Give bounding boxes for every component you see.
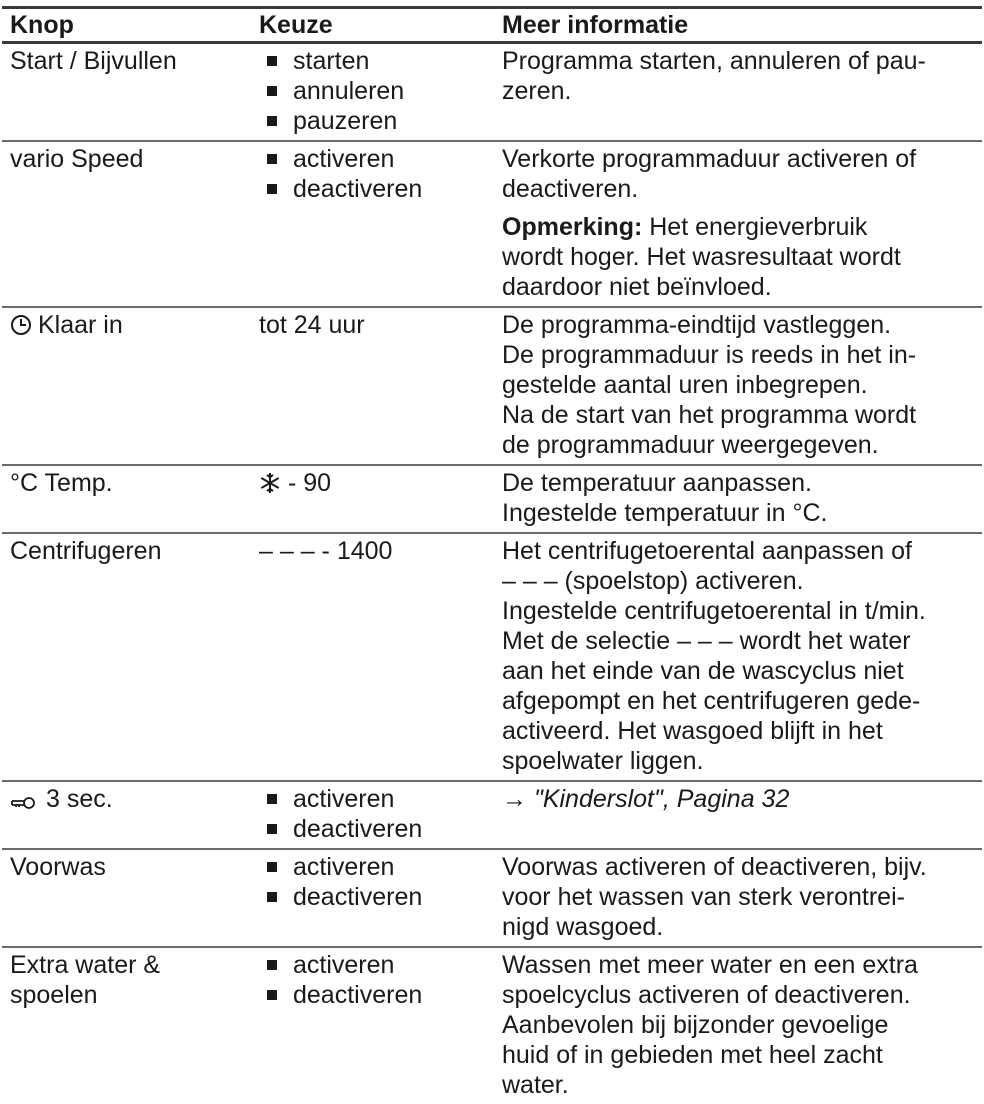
bullet-square-icon: [267, 960, 277, 970]
info-cell: [494, 142, 982, 306]
info-line: water.: [502, 1071, 569, 1099]
note-line: Het energieverbruik: [649, 213, 868, 241]
bullet-square-icon: [267, 862, 277, 872]
knop-cell: °C Temp.: [10, 469, 113, 497]
keuze-option: activeren: [259, 784, 486, 814]
header-info: Meer informatie: [502, 11, 689, 39]
info-cell: [494, 466, 982, 532]
bullet-square-icon: [267, 116, 277, 126]
header-knop: Knop: [10, 11, 74, 39]
info-line: Het centrifugetoerental aanpassen of: [502, 537, 912, 565]
info-line: Wassen met meer water en een extra: [502, 951, 918, 979]
settings-table: [2, 6, 982, 1104]
keuze-cell: tot 24 uur: [259, 311, 365, 339]
info-line: aan het einde van de wascyclus niet: [502, 657, 904, 685]
info-line: Aanbevolen bij bijzonder gevoelige: [502, 1011, 889, 1039]
info-cell: [494, 948, 982, 1104]
info-line: Ingestelde centrifugetoerental in t/min.: [502, 597, 926, 625]
bullet-square-icon: [267, 892, 277, 902]
note: [502, 212, 974, 302]
keuze-cell: [251, 850, 494, 946]
knop-cell: Centrifugeren: [10, 537, 162, 565]
knop-cell: vario Speed: [10, 145, 144, 173]
info-line: Verkorte programmaduur activeren of: [502, 145, 917, 173]
snowflake-icon: [259, 471, 281, 501]
keuze-cell: [251, 782, 494, 848]
info-line: De programmaduur is reeds in het in-: [502, 341, 917, 369]
bullet-square-icon: [267, 56, 277, 66]
keuze-value: - 90: [281, 469, 332, 497]
info-line: De temperatuur aanpassen.: [502, 469, 812, 497]
info-line: huid of in gebieden met heel zacht: [502, 1041, 883, 1069]
info-cell: [494, 44, 982, 140]
info-line: afgepompt en het centrifugeren gede-: [502, 687, 921, 715]
knop-line: Extra water &: [10, 951, 161, 979]
note-line: wordt hoger. Het wasresultaat wordt: [502, 243, 901, 271]
note-line: daardoor niet beïnvloed.: [502, 273, 772, 301]
table-row-kinderslot: [2, 782, 982, 850]
keuze-cell: [251, 948, 494, 1104]
keuze-cell: – – – - 1400: [259, 537, 393, 565]
knop-cell: Start / Bijvullen: [10, 47, 177, 75]
table-row-vario-speed: [2, 142, 982, 308]
table-row-voorwas: [2, 850, 982, 948]
info-line: spoelwater liggen.: [502, 747, 704, 775]
knop-line: spoelen: [10, 981, 98, 1009]
table-row-start: [2, 44, 982, 142]
table-header-row: [2, 6, 982, 44]
keuze-option: deactiveren: [259, 174, 486, 204]
bullet-square-icon: [267, 794, 277, 804]
bullet-square-icon: [267, 184, 277, 194]
info-line: Met de selectie – – – wordt het water: [502, 627, 911, 655]
knop-cell: [2, 782, 251, 848]
kinderslot-link[interactable]: → "Kinderslot", Pagina 32: [502, 785, 790, 813]
keuze-option: starten: [259, 46, 486, 76]
knop-label: 3 sec.: [46, 785, 113, 813]
info-line: De programma-eindtijd vastleggen.: [502, 311, 892, 339]
keuze-cell: [251, 44, 494, 140]
keuze-option: activeren: [259, 950, 486, 980]
knop-cell: Voorwas: [10, 853, 106, 881]
keuze-option: activeren: [259, 852, 486, 882]
keuze-cell: [251, 142, 494, 306]
knop-cell: [2, 948, 251, 1104]
table-row-klaar-in: [2, 308, 982, 466]
keuze-option: annuleren: [259, 76, 486, 106]
knop-label: Klaar in: [38, 311, 123, 339]
info-line: Ingestelde temperatuur in °C.: [502, 499, 828, 527]
info-line: – – – (spoelstop) activeren.: [502, 567, 804, 595]
keuze-cell: [251, 466, 494, 532]
info-line: Na de start van het programma wordt: [502, 401, 917, 429]
clock-icon: [10, 313, 32, 343]
keuze-option: deactiveren: [259, 882, 486, 912]
table-row-centrifugeren: [2, 534, 982, 782]
info-line: nigd wasgoed.: [502, 913, 664, 941]
info-line: de programmaduur weergegeven.: [502, 431, 879, 459]
info-line: gestelde aantal uren inbegrepen.: [502, 371, 868, 399]
bullet-square-icon: [267, 86, 277, 96]
knop-cell: [2, 308, 251, 464]
keuze-option: activeren: [259, 144, 486, 174]
bullet-square-icon: [267, 154, 277, 164]
info-line: spoelcyclus activeren of deactiveren.: [502, 981, 911, 1009]
info-line: voor het wassen van sterk verontrei-: [502, 883, 905, 911]
info-cell: [494, 782, 982, 848]
info-line: Programma starten, annuleren of pau-: [502, 47, 926, 75]
header-keuze: Keuze: [259, 11, 333, 39]
info-line: deactiveren.: [502, 175, 639, 203]
info-cell: [494, 534, 982, 780]
info-line: activeerd. Het wasgoed blijft in het: [502, 717, 883, 745]
key-icon: [10, 787, 36, 817]
info-line: Voorwas activeren of deactiveren, bijv.: [502, 853, 927, 881]
keuze-option: deactiveren: [259, 814, 486, 844]
table-row-extra-water: [2, 948, 982, 1104]
info-line: zeren.: [502, 77, 572, 105]
bullet-square-icon: [267, 990, 277, 1000]
table-row-temp: [2, 466, 982, 534]
bullet-square-icon: [267, 824, 277, 834]
info-cell: [494, 850, 982, 946]
keuze-option: deactiveren: [259, 980, 486, 1010]
note-label: Opmerking:: [502, 213, 643, 241]
keuze-option: pauzeren: [259, 106, 486, 136]
info-cell: [494, 308, 982, 464]
